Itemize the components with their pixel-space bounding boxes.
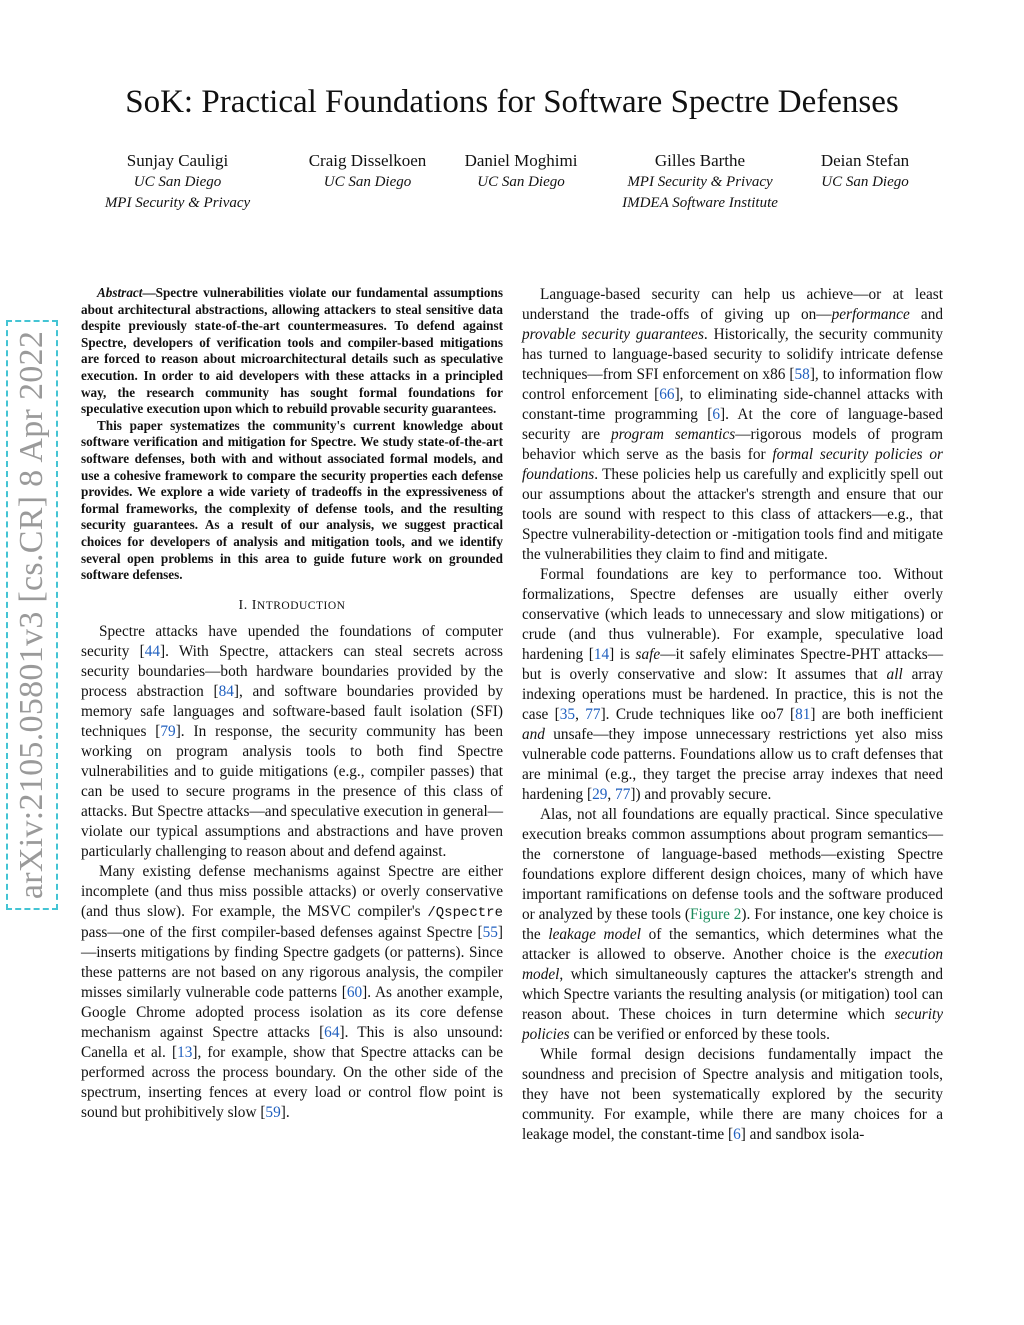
body-paragraph: Spectre attacks have upended the foundations of computer security [44]. With Spectre, attackers can steal secrets across security boundaries—both hardware boundaries provided by the process abstraction [84], and software boundaries provided by memory safe languages and software-based fault isolation (SFI) techniques [79]. In response, the security community has been working on program analysis tools to both find Spectre vulnerabilities and to guide mitigations (e.g., compiler passes) that can be used to secure programs in the presence of this class of attacks. But Spectre attacks—and speculative execution in general—violate our typical assumptions and abstractions and have proven particularly challenging to reason about and defend against. bbox=[81, 622, 503, 860]
arxiv-identifier: arXiv:2105.05801v3 [cs.CR] 8 Apr 2022 bbox=[13, 330, 50, 900]
abstract-text: Spectre vulnerabilities violate our fundamental assumptions about architectural abstractions, allowing attackers to steal sensitive data despite previously state-of-the-art countermeasures. To defend against Spectre, developers of verification tools and compiler-based mitigations are forced to reason about microarchitectural details such as speculative execution. In order to aid developers with these attacks in a principled way, the research community has sought formal foundations for speculative execution upon which to rebuild provable security guarantees. bbox=[81, 285, 503, 417]
abstract-paragraph: This paper systematizes the community's current knowledge about software verification and mitigation for Spectre. We study state-of-the-art software defenses, both with and without associated formal models, and use a cohesive framework to compare the security properties each defense provides. We explore a wide variety of tradeoffs in the expressiveness of formal frameworks, the complexity of defense tools, and the resulting security guarantees. As a result of our analysis, we suggest practical choices for developers of analysis and mitigation tools, and we identify several open problems in this area to guide future work on grounded software defenses. bbox=[81, 417, 503, 583]
citation-link[interactable]: 84 bbox=[218, 682, 234, 700]
author-block bbox=[80, 150, 940, 220]
author-1 bbox=[80, 150, 275, 214]
citation-link[interactable]: 29 bbox=[592, 786, 608, 803]
author-affiliation: UC San Diego bbox=[821, 174, 909, 190]
citation-link[interactable]: 64 bbox=[324, 1023, 340, 1041]
author-affiliation: IMDEA Software Institute bbox=[622, 195, 778, 211]
author-name: Craig Disselkoen bbox=[308, 151, 427, 170]
citation-link[interactable]: 6 bbox=[712, 406, 720, 423]
author-name: Sunjay Cauligi bbox=[126, 151, 229, 170]
right-column bbox=[522, 285, 943, 1145]
citation-link[interactable]: 58 bbox=[794, 366, 810, 383]
citation-link[interactable]: 81 bbox=[795, 706, 811, 723]
citation-link[interactable]: 44 bbox=[144, 642, 160, 660]
paper-title: SoK: Practical Foundations for Software Spectre Defenses bbox=[125, 84, 899, 120]
citation-link[interactable]: 77 bbox=[615, 786, 631, 803]
author-affiliation: UC San Diego bbox=[323, 174, 412, 190]
section-title-rest: NTRODUCTION bbox=[256, 599, 346, 612]
citation-link[interactable]: 79 bbox=[160, 722, 176, 740]
author-name: Deian Stefan bbox=[820, 151, 910, 170]
body-paragraph: Many existing defense mechanisms against Spectre are either incomplete (and thus miss possible attacks) or overly conservative (and thus slow). For example, the MSVC compiler's /Qspectre pass—one of the first compiler-based defenses against Spectre [55]—inserts mitigations by finding Spectre gadgets (or patterns). Since these patterns are not based on any rigorous analysis, the compiler misses similarly vulnerable code patterns [60]. As another example, Google Chrome adopted process isolation as its core defense mechanism against Spectre attacks [64]. This is also unsound: Canella et al. [13], for example, show that Spectre attacks can be performed across the process boundary. On the other side of the spectrum, inserting fences at every load or control flow point is sound but prohibitively slow [59]. bbox=[81, 862, 503, 1121]
author-affiliation: UC San Diego bbox=[477, 174, 565, 190]
citation-link[interactable]: 77 bbox=[585, 706, 601, 723]
author-2 bbox=[295, 150, 440, 193]
inline-code: /Qspectre bbox=[427, 904, 503, 921]
citation-link[interactable]: 35 bbox=[559, 706, 576, 723]
body-paragraph: Formal foundations are key to performance too. Without formalizations, Spectre defenses are usually either overly conservative (which leads to unnecessary and slow mitigations) or crude (and thus vulnerable). For example, speculative load hardening [14] is safe—it safely eliminates Spectre-PHT attacks—but is overly conservative and slow: It assumes that all array indexing operations must be hardened. In practice, this is not the case [35, 77]. Crude techniques like oo7 [81] are both inefficient and unsafe—they impose unnecessary restrictions yet also miss vulnerable code patterns. Foundations allow us to craft defenses that are minimal (e.g., they target the precise array indexes that need hardening [29, 77]) and provably secure. bbox=[522, 566, 943, 803]
abstract bbox=[81, 285, 503, 584]
citation-link[interactable]: 60 bbox=[346, 983, 363, 1001]
author-5 bbox=[808, 150, 922, 193]
section-number: I. bbox=[238, 597, 248, 613]
citation-link[interactable]: 59 bbox=[265, 1103, 281, 1121]
author-name: Gilles Barthe bbox=[654, 151, 746, 170]
author-4 bbox=[605, 150, 795, 214]
author-3 bbox=[452, 150, 590, 193]
left-column bbox=[81, 285, 503, 1123]
abstract-paragraph: Abstract—Spectre vulnerabilities violate our fundamental assumptions about architectural abstractions, allowing attackers to steal sensitive data despite previously state-of-the-art countermeasures. To defend against Spectre, developers of verification tools and compiler-based mitigations are forced to reason about microarchitectural details such as speculative execution. In order to aid developers with these attacks in a principled way, the research community has sought formal foundations for speculative execution upon which to rebuild provable security guarantees. bbox=[81, 285, 503, 417]
author-affiliation: MPI Security & Privacy bbox=[627, 174, 773, 190]
citation-link[interactable]: 55 bbox=[482, 923, 498, 941]
citation-link[interactable]: 14 bbox=[593, 646, 610, 663]
arxiv-stamp bbox=[6, 320, 58, 910]
citation-link[interactable]: 6 bbox=[733, 1126, 741, 1143]
section-heading-introduction bbox=[81, 596, 503, 616]
figure-reference-link[interactable]: Figure 2 bbox=[689, 906, 742, 923]
abstract-label: Abstract bbox=[97, 285, 143, 300]
body-paragraph: While formal design decisions fundamentally impact the soundness and precision of Spectre analysis and mitigation tools, they have not been systematically explored by the security community. For example, while there are many choices for a leakage model, the constant-time [6] and sandbox isola- bbox=[522, 1046, 943, 1143]
body-paragraph: Alas, not all foundations are equally practical. Since speculative execution breaks common assumptions about program semantics—the cornerstone of language-based methods—existing Spectre foundations explore different design choices, many of which have important ramifications on defense tools and the software produced or analyzed by these tools (Figure 2). For instance, one key choice is the leakage model of the semantics, which determines what the attacker is allowed to observe. Another choice is the execution model, which simultaneously captures the attacker's strength and which Spectre variants the resulting analysis (or mitigation) tool can reason about. These choices in turn determine which security policies can be verified or enforced by these tools. bbox=[522, 806, 943, 1043]
citation-link[interactable]: 13 bbox=[177, 1043, 193, 1061]
author-name: Daniel Moghimi bbox=[464, 151, 578, 170]
citation-link[interactable]: 66 bbox=[659, 386, 675, 403]
author-affiliation: MPI Security & Privacy bbox=[104, 195, 251, 211]
section-title-initial: I bbox=[251, 597, 257, 613]
author-affiliation: UC San Diego bbox=[133, 174, 222, 190]
body-paragraph: Language-based security can help us achieve—or at least understand the trade-offs of giving up on—performance and provable security guarantees. Historically, the security community has turned to language-based security to solidify intricate defense techniques—from SFI enforcement on x86 [58], to information flow control enforcement [66], to eliminating side-channel attacks with constant-time programming [6]. At the core of language-based security are program semantics—rigorous models of program behavior which serve as the basis for formal security policies or foundations. These policies help us carefully and explicitly spell out our assumptions about the attacker's strength and ensure that our tools are sound with respect to this class of attackers—e.g., that Spectre vulnerability-detection or -mitigation tools find and mitigate the vulnerabilities they claim to find and mitigate. bbox=[522, 286, 944, 563]
